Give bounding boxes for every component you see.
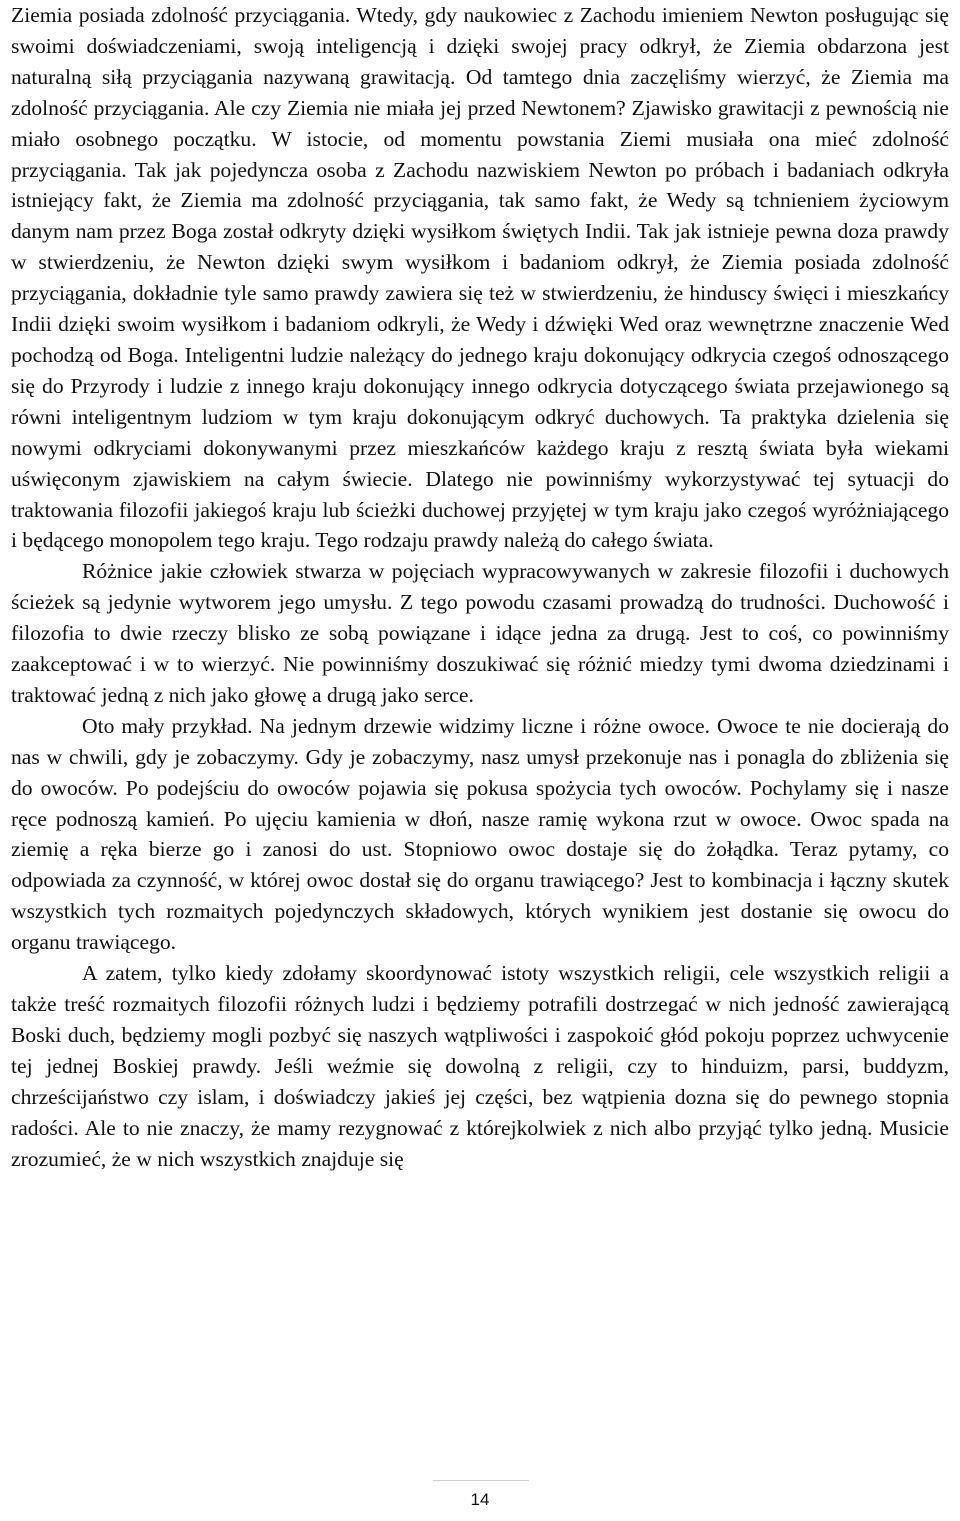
- page-footer: [0, 1480, 960, 1521]
- footer-divider: [433, 1480, 529, 1481]
- paragraph-gravity: Ziemia posiada zdolność przyciągania. Wtedy, gdy naukowiec z Zachodu imieniem Newton posługując się swoimi doświadczeniami, swoją inteligencją i dzięki swojej pracy odkrył, że Ziemia obdarzona jest naturalną siłą przyciągania nazywaną grawitacją. Od tamtego dnia zaczęliśmy wierzyć, że Ziemia ma zdolność przyciągania. Ale czy Ziemia nie miała jej przed Newtonem? Zjawisko grawitacji z pewnością nie miało osobnego początku. W istocie, od momentu powstania Ziemi musiała ona mieć zdolność przyciągania. Tak jak pojedyncza osoba z Zachodu nazwiskiem Newton po próbach i badaniach odkryła istniejący fakt, że Ziemia ma zdolność przyciągania, tak samo fakt, że Wedy są tchnieniem życiowym danym nam przez Boga został odkryty dzięki wysiłkom świętych Indii. Tak jak istnieje pewna doza prawdy w stwierdzeniu, że Newton dzięki swym wysiłkom i badaniom odkrył, że Ziemia posiada zdolność przyciągania, dokładnie tyle samo prawdy zawiera się też w stwierdzeniu, że hinduscy święci i mieszkańcy Indii dzięki swoim wysiłkom i badaniom odkryli, że Wedy i dźwięki Wed oraz wewnętrzne znaczenie Wed pochodzą od Boga. Inteligentni ludzie należący do jednego kraju dokonujący odkrycia czegoś odnoszącego się do Przyrody i ludzie z innego kraju dokonujący innego odkrycia dotyczącego świata przejawionego są równi inteligentnym ludziom w tym kraju dokonującym odkryć duchowych. Ta praktyka dzielenia się nowymi odkryciami dokonywanymi przez mieszkańców każdego kraju z resztą świata była wiekami uświęconym zjawiskiem na całym świecie. Dlatego nie powinniśmy wykorzystywać tej sytuacji do traktowania filozofii jakiegoś kraju lub ścieżki duchowej przyjętej w tym kraju jako czegoś wyróżniającego i będącego monopolem tego kraju. Tego rodzaju prawdy należą do całego świata.: [11, 3, 949, 553]
- paragraph-religions: A zatem, tylko kiedy zdołamy skoordynować istoty wszystkich religii, cele wszystkich religii a także treść rozmaitych filozofii różnych ludzi i będziemy potrafili dostrzegać w nich jedność zawierającą Boski duch, będziemy mogli pozbyć się naszych wątpliwości i zaspokoić głód pokoju poprzez uchwycenie tej jednej Boskiej prawdy. Jeśli weźmie się dowolną z religii, czy to hinduizm, parsi, buddyzm, chrześcijaństwo czy islam, i doświadczy jakieś jej części, bez wątpienia dozna się do pewnego stopnia radości. Ale to nie znaczy, że mamy rezygnować z którejkolwiek z nich albo przyjąć tylko jedną. Musicie zrozumieć, że w nich wszystkich znajduje się: [11, 961, 949, 1171]
- page-number: 14: [470, 1490, 490, 1509]
- paragraph-example: Oto mały przykład. Na jednym drzewie widzimy liczne i różne owoce. Owoce te nie docierają do nas w chwili, gdy je zobaczymy. Gdy je zobaczymy, nasz umysł przekonuje nas i ponagla do zbliżenia się do owoców. Po podejściu do owoców pojawia się pokusa spożycia tych owoców. Pochylamy się i nasze ręce podnoszą kamień. Po ujęciu kamienia w dłoń, nasze ramię wykona rzut w owoce. Owoc spada na ziemię a ręka bierze go i zanosi do ust. Stopniowo owoc dostaje się do żołądka. Teraz pytamy, co odpowiada za czynność, w której owoc dostał się do organu trawiącego? Jest to kombinacja i łączny skutek wszystkich tych rozmaitych pojedynczych składowych, których wynikiem jest dostanie się owocu do organu trawiącego.: [11, 713, 949, 955]
- page-body: [11, 0, 949, 1174]
- paragraph-differences: Różnice jakie człowiek stwarza w pojęciach wypracowywanych w zakresie filozofii i duchowych ścieżek są jedynie wytworem jego umysłu. Z tego powodu czasami prowadzą do trudności. Duchowość i filozofia to dwie rzeczy blisko ze sobą powiązane i idące jedna za drugą. Jest to coś, co powinniśmy zaakceptować i w to wierzyć. Nie powinniśmy doszukiwać się różnić miedzy tymi dwoma dziedzinami i traktować jedną z nich jako głowę a drugą jako serce.: [11, 559, 949, 707]
